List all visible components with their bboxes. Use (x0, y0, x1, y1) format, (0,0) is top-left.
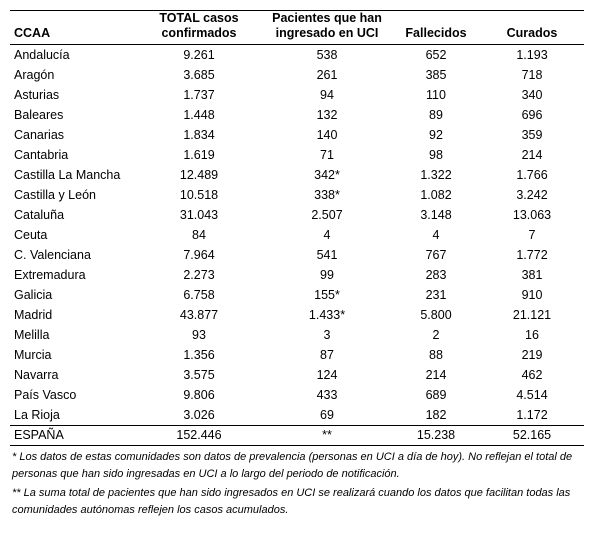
cell-total-casos: 12.489 (179, 168, 219, 182)
cell-ccaa: Navarra (14, 368, 59, 382)
cell-fallecidos: 92 (429, 128, 443, 142)
cell-uci: 342* (314, 168, 340, 182)
cell-ccaa: Murcia (14, 348, 52, 362)
header-curados: Curados (506, 26, 558, 40)
cell-uci: 1.433* (308, 308, 346, 322)
cell-fallecidos: 88 (429, 348, 443, 362)
cell-total-casos: 1.737 (183, 88, 215, 102)
cell-fallecidos: 652 (425, 48, 447, 62)
table-row (10, 105, 584, 125)
cell-total-casos: 2.273 (183, 268, 215, 282)
cell-ccaa: Cantabria (14, 148, 69, 162)
cell-fallecidos: 3.148 (420, 208, 452, 222)
cell-curados: 21.121 (512, 308, 552, 322)
table-row (10, 125, 584, 145)
total-uci: ** (262, 426, 392, 446)
cell-ccaa: Ceuta (14, 228, 48, 242)
cell-fallecidos: 1.082 (420, 188, 452, 202)
table-row (10, 205, 584, 225)
cell-uci: 2.507 (311, 208, 343, 222)
covid-table-container (10, 10, 584, 521)
table-row (10, 165, 584, 185)
table-row (10, 65, 584, 85)
table-row (10, 245, 584, 265)
table-row (10, 405, 584, 426)
total-fallecidos: 15.238 (392, 426, 480, 446)
table-row (10, 385, 584, 405)
cell-total-casos: 1.448 (183, 108, 215, 122)
cell-total-casos: 43.877 (179, 308, 219, 322)
cell-curados: 16 (525, 328, 539, 342)
cell-fallecidos: 2 (432, 328, 440, 342)
total-label: ESPAÑA (10, 426, 136, 446)
table-row (10, 345, 584, 365)
cell-fallecidos: 689 (425, 388, 447, 402)
cell-total-casos: 9.261 (183, 48, 215, 62)
cell-curados: 219 (521, 348, 543, 362)
total-row (10, 426, 584, 446)
cell-curados: 1.193 (516, 48, 548, 62)
cell-total-casos: 3.026 (183, 408, 215, 422)
cell-curados: 381 (521, 268, 543, 282)
cell-total-casos: 1.619 (183, 148, 215, 162)
cell-fallecidos: 5.800 (420, 308, 452, 322)
cell-fallecidos: 283 (425, 268, 447, 282)
cell-fallecidos: 767 (425, 248, 447, 262)
covid-data-table (10, 10, 584, 446)
cell-uci: 69 (320, 408, 334, 422)
table-row (10, 325, 584, 345)
footnote-1: * Los datos de estas comunidades son datos de prevalencia (personas en UCI a día de hoy). No reflejan el total de personas que han sido ingresadas en UCI a lo largo del periodo de notificación. (12, 451, 573, 480)
cell-ccaa: Asturias (14, 88, 60, 102)
cell-ccaa: Andalucía (14, 48, 70, 62)
cell-uci: 140 (316, 128, 338, 142)
table-row (10, 365, 584, 385)
table-body (10, 45, 584, 426)
cell-fallecidos: 4 (432, 228, 440, 242)
cell-uci: 541 (316, 248, 338, 262)
cell-curados: 359 (521, 128, 543, 142)
cell-uci: 433 (316, 388, 338, 402)
cell-fallecidos: 1.322 (420, 168, 452, 182)
cell-total-casos: 10.518 (179, 188, 219, 202)
cell-curados: 13.063 (512, 208, 552, 222)
cell-curados: 7 (528, 228, 536, 242)
cell-uci: 155* (314, 288, 340, 302)
cell-curados: 462 (521, 368, 543, 382)
cell-uci: 338* (314, 188, 340, 202)
cell-fallecidos: 182 (425, 408, 447, 422)
header-total-casos: TOTAL casos confirmados (159, 11, 239, 40)
cell-ccaa: Galicia (14, 288, 53, 302)
cell-ccaa: Aragón (14, 68, 55, 82)
cell-total-casos: 7.964 (183, 248, 215, 262)
cell-ccaa: Madrid (14, 308, 53, 322)
total-curados: 52.165 (480, 426, 584, 446)
cell-fallecidos: 231 (425, 288, 447, 302)
cell-curados: 4.514 (516, 388, 548, 402)
cell-curados: 1.172 (516, 408, 548, 422)
cell-ccaa: Cataluña (14, 208, 65, 222)
cell-uci: 538 (316, 48, 338, 62)
cell-total-casos: 9.806 (183, 388, 215, 402)
cell-ccaa: Melilla (14, 328, 50, 342)
cell-total-casos: 31.043 (179, 208, 219, 222)
header-fallecidos: Fallecidos (405, 26, 467, 40)
table-row (10, 285, 584, 305)
cell-curados: 718 (521, 68, 543, 82)
cell-curados: 910 (521, 288, 543, 302)
cell-total-casos: 6.758 (183, 288, 215, 302)
cell-uci: 94 (320, 88, 334, 102)
cell-curados: 214 (521, 148, 543, 162)
cell-ccaa: C. Valenciana (14, 248, 91, 262)
table-row (10, 145, 584, 165)
cell-uci: 3 (323, 328, 331, 342)
cell-curados: 3.242 (516, 188, 548, 202)
cell-ccaa: Extremadura (14, 268, 86, 282)
cell-fallecidos: 110 (426, 88, 446, 102)
header-ccaa: CCAA (14, 26, 51, 40)
cell-ccaa: Castilla y León (14, 188, 96, 202)
cell-uci: 124 (316, 368, 338, 382)
cell-fallecidos: 385 (425, 68, 447, 82)
table-row (10, 85, 584, 105)
cell-total-casos: 1.834 (183, 128, 215, 142)
table-row (10, 45, 584, 66)
footnotes (10, 449, 602, 518)
table-header-row (10, 11, 584, 45)
footnote-2: ** La suma total de pacientes que han sido ingresados en UCI se realizará cuando los datos que facilitan todas las comunidades autónomas reflejen los casos acumulados. (12, 487, 571, 516)
cell-ccaa: Castilla La Mancha (14, 168, 121, 182)
cell-fallecidos: 89 (429, 108, 443, 122)
cell-ccaa: La Rioja (14, 408, 60, 422)
table-row (10, 265, 584, 285)
cell-uci: 99 (320, 268, 334, 282)
cell-curados: 1.772 (516, 248, 548, 262)
cell-fallecidos: 214 (425, 368, 447, 382)
cell-total-casos: 84 (192, 228, 206, 242)
cell-ccaa: Baleares (14, 108, 64, 122)
table-row (10, 185, 584, 205)
cell-uci: 4 (323, 228, 331, 242)
cell-curados: 1.766 (516, 168, 548, 182)
cell-uci: 261 (316, 68, 338, 82)
cell-total-casos: 3.685 (183, 68, 215, 82)
table-row (10, 305, 584, 325)
cell-total-casos: 3.575 (183, 368, 215, 382)
cell-total-casos: 1.356 (183, 348, 215, 362)
cell-uci: 71 (320, 148, 334, 162)
cell-curados: 696 (521, 108, 543, 122)
table-row (10, 225, 584, 245)
cell-fallecidos: 98 (429, 148, 443, 162)
cell-ccaa: Canarias (14, 128, 65, 142)
header-uci: Pacientes que han ingresado en UCI (272, 11, 382, 40)
cell-uci: 87 (320, 348, 334, 362)
cell-curados: 340 (521, 88, 543, 102)
total-casos: 152.446 (136, 426, 262, 446)
cell-total-casos: 93 (192, 328, 206, 342)
cell-ccaa: País Vasco (14, 388, 77, 402)
cell-uci: 132 (316, 108, 338, 122)
